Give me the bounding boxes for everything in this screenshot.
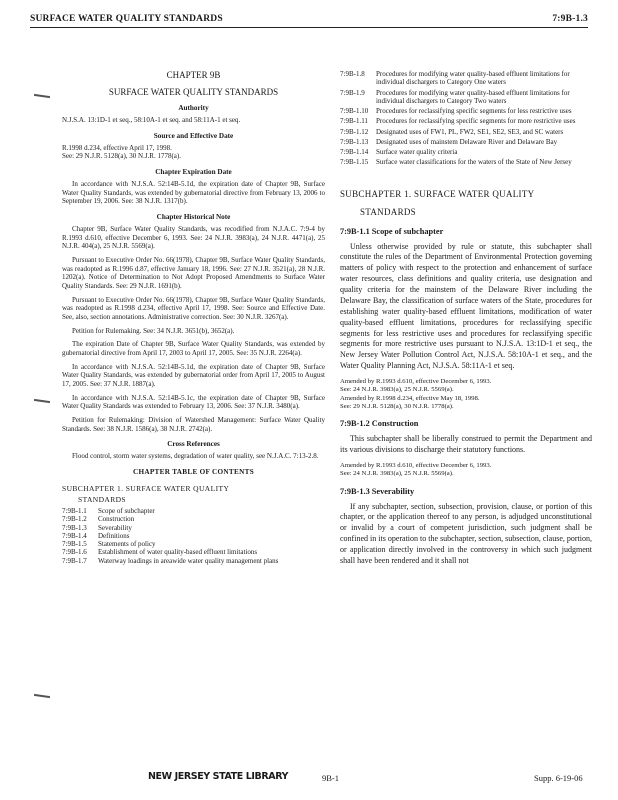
amendment-notes (340, 378, 592, 411)
toc-entry-number: 7:9B-1.7 (62, 556, 87, 565)
toc-entry-title: Surface water quality criteria (376, 148, 458, 156)
scan-mark (34, 94, 50, 98)
subchapter-heading: SUBCHAPTER 1. SURFACE WATER QUALITY (340, 188, 535, 199)
toc-entry-number: 7:9B-1.8 (340, 70, 365, 78)
toc-entry-number: 7:9B-1.12 (340, 127, 369, 136)
toc-entry (340, 70, 592, 87)
subchapter-heading-cont: STANDARDS (360, 206, 416, 217)
amendment-line: See: 29 N.J.R. 5128(a), 30 N.J.R. 1778(a). (340, 402, 454, 410)
toc-entry-title: Construction (98, 515, 135, 524)
section-body: This subchapter shall be liberally construed to permit the Department and its various divisions to discharge their statutory functions. (340, 434, 592, 455)
section-title: 7:9B-1.3 Severability (340, 486, 415, 496)
amendment-line: Amended by R.1993 d.610, effective December 6, 1993. (340, 461, 492, 469)
history-note: Pursuant to Executive Order No. 66(1978), Chapter 9B, Surface Water Quality Standards, was readopted as R.1998 d.234, effective April 17, 1998. See: Source and Effective Date. See, also, section annotations. Administrative correction. See: 30 N.J.R. 3267(a). (62, 295, 325, 322)
section-body: Unless otherwise provided by rule or statute, this subchapter shall constitute the rules of the Department of Environmental Protection governing matters of policy with respect to the protection and enhancement of surface water resources, class definitions and quality criteria, use designation and quality criteria for the mainstem of the Delaware River including the Delaware Bay, the classification of surface waters of the State, procedures for establishing water quality-based effluent limitations, modification of water quality-based effluent limitations, procedures for reclassifying specific segments for less restrictive uses and procedures for reclassifying specific segments for more restrictive uses pursuant to N.J.S.A. 13:1D-1 et seq., the New Jersey Water Pollution Control Act, N.J.S.A. 58:10A-1 et seq., and the Water Quality Planning Act, N.J.S.A. 58:11A-1 et seq. (340, 241, 592, 371)
toc-entry-title: Statements of policy (98, 540, 156, 549)
cross-references-heading: Cross References (167, 440, 220, 449)
toc-entry-title: Scope of subchapter (98, 507, 155, 516)
toc-entry-title: Waterway loadings in areawide water quality management plans (98, 556, 279, 565)
library-stamp: NEW JERSEY STATE LIBRARY (148, 771, 289, 782)
toc-entry (340, 128, 592, 136)
toc-entry-title: Definitions (98, 531, 130, 540)
source-heading: Source and Effective Date (153, 131, 234, 140)
running-header (30, 14, 588, 28)
toc-entry (340, 148, 592, 156)
toc-heading: CHAPTER TABLE OF CONTENTS (133, 468, 254, 477)
toc-subchapter-cont: STANDARDS (78, 495, 127, 505)
history-heading: Chapter Historical Note (156, 213, 231, 222)
history-note: Pursuant to Executive Order No. 66(1978), Chapter 9B, Surface Water Quality Standards, was readopted as R.1996 d.87, effective January 18, 1996. See: 27 N.J.R. 3521(a), 28 N.J.R. 1202(a). Notice of Determination to Not Adopt Proposed Amendments to Surface Water Quality Standards. See: 29 N.J.R. 1691(b). (62, 256, 325, 291)
cross-references-text: Flood control, storm water systems, degradation of water quality, see N.J.A.C. 7:13-2.8. (72, 452, 319, 461)
toc-entry-number: 7:9B-1.9 (340, 88, 365, 97)
scan-mark (34, 399, 50, 403)
toc-entry-number: 7:9B-1.10 (340, 107, 369, 115)
header-title: SURFACE WATER QUALITY STANDARDS (30, 14, 223, 24)
source-line: R.1998 d.234, effective April 17, 1998. (62, 143, 172, 152)
toc-entry (62, 524, 325, 532)
toc-entry (340, 107, 592, 115)
history-note: In accordance with N.J.S.A. 52:14B-5.1c, the expiration date of Chapter 9B, Surface Water Quality Standards was extended to February 13, 2006. See: 37 N.J.R. 3480(a). (62, 393, 325, 411)
toc-entry-number: 7:9B-1.14 (340, 148, 369, 156)
toc-entry-title: Designated uses of mainstem Delaware River and Delaware Bay (376, 137, 558, 146)
authority-text: N.J.S.A. 13:1D-1 et seq., 58:10A-1 et seq. and 58:11A-1 et seq. (62, 116, 241, 124)
toc-entry-title: Procedures for reclassifying specific segments for less restrictive uses (376, 107, 572, 115)
toc-entry-number: 7:9B-1.4 (62, 531, 87, 540)
toc-entry (62, 540, 325, 548)
toc-entry (340, 117, 592, 125)
authority-heading: Authority (178, 104, 209, 112)
toc-entry-title: Severability (98, 523, 132, 532)
amendment-line: See: 24 N.J.R. 3983(a), 25 N.J.R. 5569(a). (340, 470, 454, 478)
expiration-heading: Chapter Expiration Date (155, 168, 232, 177)
history-note: Petition for Rulemaking. See: 34 N.J.R. 3651(b), 3652(a). (72, 326, 235, 335)
history-note: Chapter 9B, Surface Water Quality Standards, was recodified from N.J.A.C. 7:9-4 by R.1993 d.610, effective December 6, 1993. See: 24 N.J.R. 3983(a), 24 N.J.R. 4471(a), 25 N.J.R. 404(a), 25 N.J.R. 5569(a). (62, 225, 325, 251)
toc-entry (340, 158, 592, 166)
section-title: 7:9B-1.2 Construction (340, 419, 419, 429)
header-section: 7:9B-1.3 (552, 14, 588, 24)
right-column (340, 70, 592, 720)
toc-continued (340, 70, 592, 167)
toc-entry (62, 515, 325, 523)
expiration-text: In accordance with N.J.S.A. 52:14B-5.1d, the expiration date of Chapter 9B, Surface Water Quality Standards, was extended by gubernatorial directive from February 13, 2006 to September 19, 2006. See: 38 N.J.R. 1317(b). (62, 180, 325, 206)
toc-entry-title: Establishment of water quality-based effluent limitations (98, 548, 258, 557)
toc-entry (340, 138, 592, 146)
toc-entry (62, 557, 325, 565)
amendment-line: Amended by R.1998 d.234, effective May 18, 1998. (340, 394, 480, 402)
toc-entry-number: 7:9B-1.5 (62, 540, 87, 549)
toc-entry (62, 507, 325, 515)
toc-entry (340, 89, 592, 106)
page-number: 9B-1 (322, 773, 339, 783)
left-column (62, 70, 325, 720)
toc-entry-title: Procedures for reclassifying specific segments for more restrictive uses (376, 117, 576, 126)
supplement-date: Supp. 6-19-06 (534, 773, 583, 783)
toc-subchapter: SUBCHAPTER 1. SURFACE WATER QUALITY (62, 484, 230, 494)
toc-entry-number: 7:9B-1.11 (340, 117, 368, 126)
toc-entry-number: 7:9B-1.3 (62, 523, 87, 532)
toc-entry-number: 7:9B-1.6 (62, 548, 87, 557)
amendment-line: Amended by R.1993 d.610, effective December 6, 1993. (340, 378, 492, 385)
source-line: See: 29 N.J.R. 5128(a), 30 N.J.R. 1778(a). (62, 152, 181, 161)
chapter-title: SURFACE WATER QUALITY STANDARDS (108, 87, 279, 97)
toc-entry (62, 532, 325, 540)
toc-entry-title: Designated uses of FW1, PL, FW2, SE1, SE2, SE3, and SC waters (376, 127, 564, 136)
toc-entry-number: 7:9B-1.2 (62, 515, 87, 524)
history-note: The expiration Date of Chapter 9B, Surface Water Quality Standards, was extended by gubernatorial directive from April 17, 2003 to April 17, 2005. See: 35 N.J.R. 2264(a). (62, 340, 325, 358)
history-note: In accordance with N.J.S.A. 52:14B-5.1d, the expiration date of Chapter 9B, Surface Water Quality Standards, was extended by gubernatorial order from April 17, 2005 to August 17, 2005. See: 37 N.J.R. 1887(a). (62, 362, 325, 389)
scan-mark (34, 694, 50, 698)
toc-entry-title: Surface water classifications for the waters of the State of New Jersey (376, 158, 572, 167)
chapter-number: CHAPTER 9B (166, 70, 221, 80)
toc-entry-title: Procedures for modifying water quality-based effluent limitations for individual dischargers to Category Two waters (376, 88, 570, 105)
history-note: Petition for Rulemaking: Division of Watershed Management: Surface Water Quality Standards. See: 38 N.J.R. 1586(a), 38 N.J.R. 2742(a). (62, 416, 325, 433)
page-footer (0, 771, 618, 791)
toc-entry-number: 7:9B-1.13 (340, 137, 369, 146)
amendment-line: See: 24 N.J.R. 3983(a), 25 N.J.R. 5569(a). (340, 386, 454, 394)
toc-entry-number: 7:9B-1.15 (340, 158, 369, 167)
section-body: If any subchapter, section, subsection, provision, clause, or portion of this chapter, or the application thereof to any person, is adjudged unconstitutional or invalid by a court of competent jurisdiction, such judgment shall be confined in its operation to the subchapter, section, subsection, clause, portion, or application directly involved in the controversy in which such judgment shall have been rendered and it shall not (340, 501, 592, 565)
toc-entry (62, 548, 325, 556)
toc-entry-number: 7:9B-1.1 (62, 507, 87, 516)
section-title: 7:9B-1.1 Scope of subchapter (340, 226, 444, 236)
toc-entry-title: Procedures for modifying water quality-based effluent limitations for individual dischargers to Category One waters (376, 70, 570, 87)
amendment-notes (340, 462, 592, 479)
